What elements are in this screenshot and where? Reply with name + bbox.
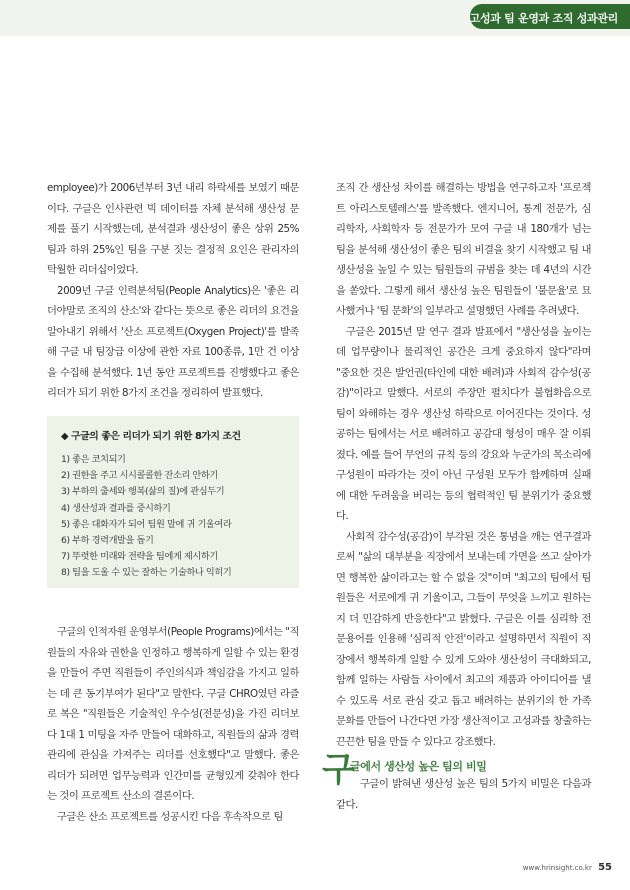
left-column-bottom xyxy=(47,622,299,827)
section-body xyxy=(336,774,591,816)
right-column xyxy=(336,178,591,752)
paragraph: 2009년 구글 인력분석팀(People Analytics)은 '좋은 리더야말로 조직의 산소'와 같다는 뜻으로 좋은 리더의 요건을 알아내기 위해서 '산소 프로젝트(Oxygen Project)'를 발족해 구글 내 팀장급 이상에 관한 자료 100종류, 1만 건 이상을 수집해 분석했다. 1년 동안 프로젝트를 진행했다고 좋은 리더가 되기 위한 8가지 조건을 정리하여 발표했다. xyxy=(47,284,299,399)
box-title: ◆ 구글의 좋은 리더가 되기 위한 8가지 조건 xyxy=(61,431,241,442)
paragraph: 조직 간 생산성 차이를 해결하는 방법을 연구하고자 '프로젝트 아리스토텔레스'를 발족했다. 엔지니어, 통계 전문가, 심리학자, 사회학자 등 전문가가 모여 구글 내 180개가 넘는 팀을 분석해 생산성이 좋은 팀의 비결을 찾기 시작했고 팀 내 생산성을 높일 수 있는 팀원들의 규범을 찾는 데 4년의 시간을 쏟았다. 그렇게 해서 생산성 높은 팀원들이 '불문율'로 묘사했거나 '팀 문화'의 일부라고 설명했던 사례를 추려냈다. xyxy=(336,182,591,317)
list-item: 7) 뚜렷한 미래와 전략을 팀에게 제시하기 xyxy=(61,551,218,563)
section-initial: 구 xyxy=(322,750,355,790)
left-column-top xyxy=(47,178,299,404)
list-item: 1) 좋은 코치되기 xyxy=(61,454,126,465)
conditions-list xyxy=(61,452,293,582)
list-item: 2) 권한을 주고 시시콜콜한 잔소리 안하기 xyxy=(61,470,218,482)
footer xyxy=(523,862,612,873)
list-item: 4) 생산성과 결과를 중시하기 xyxy=(61,502,171,514)
footer-url: www.hrinsight.co.kr xyxy=(522,864,592,872)
paragraph: 구글은 2015년 말 연구 결과 발표에서 "생산성을 높이는 데 업무량이나 물리적인 공간은 크게 중요하지 않다"라며 "중요한 것은 발언권(타인에 대한 배려)과 사회적 감수성(공감)"이라고 말했다. 서로의 주장만 펼치다가 불협화음으로 팀이 와해하는 경우 생산성 하락으로 이어진다는 것이다. 성공하는 팀에서는 서로 배려하고 공감대 형성이 매우 잘 이뤄졌다. 예를 들어 무언의 규칙 등의 강요와 누군가의 목소리에 구성원이 따라가는 것이 아닌 구성원 모두가 함께하며 실패에 대한 두려움을 버리는 등의 협력적인 팀 분위기가 중요했다. xyxy=(336,325,591,522)
section-title: 고성과 팀 운영과 조직 성과관리 xyxy=(469,12,618,25)
paragraph: 구글은 산소 프로젝트를 성공시킨 다음 후속작으로 팀 xyxy=(57,810,283,823)
page-number: 55 xyxy=(598,862,612,873)
paragraph: 사회적 감수성(공감)이 부각된 것은 통념을 깨는 연구결과로써 "삶의 대부분을 직장에서 보내는데 가면을 쓰고 살아가면 행복한 삶이라고는 할 수 없을 것"이며 "최고의 팀에서 팀원들은 서로에게 귀 기울이고, 그들이 무엇을 느끼고 원하는지 더 민감하게 반응한다"고 밝혔다. 구글은 이를 심리학 전문용어를 인용해 '심리적 안전'이라고 설명하면서 직원이 직장에서 행복하게 일할 수 있게 도와야 생산성이 극대화되고, 함께 일하는 사람들 사이에서 최고의 제품과 아이디어를 낼 수 있도록 서로 관심 갖고 돕고 배려하는 분위기의 한 가족 문화를 만들어 나간다면 가장 생산적이고 고성과를 창출하는 끈끈한 팀을 만들 수 있다고 강조했다. xyxy=(336,530,591,748)
list-item: 6) 부하 경력개발을 돕기 xyxy=(61,535,154,547)
conditions-box xyxy=(47,416,299,588)
paragraph: 구글이 밝혀낸 생산성 높은 팀의 5가지 비밀은 다음과 같다. xyxy=(336,778,591,811)
paragraph: 구글의 인적자원 운영부서(People Programs)에서는 "직원들의 자유와 권한을 인정하고 행복하게 일할 수 있는 환경을 만들어 주면 직원들이 주인의식과 책임감을 가지고 일하는 데 큰 동기부여가 된다"고 말한다. 구글 CHRO였던 라즐로 복은 "직원들은 기술적인 우수성(전문성)을 가진 리더보다 1대 1 미팅을 자주 만들어 대화하고, 직원들의 삶과 경력관리에 관심을 가져주는 리더를 선호했다"고 말했다. 좋은 리더가 되려면 업무능력과 인간미를 균형있게 갖춰야 한다는 것이 프로젝트 산소의 결론이다. xyxy=(47,626,299,802)
list-item: 8) 팀을 도울 수 있는 잘하는 기술하나 익히기 xyxy=(61,567,232,579)
list-item: 5) 좋은 대화자가 되어 팀원 말에 귀 기울여라 xyxy=(61,518,232,530)
paragraph: employee)가 2006년부터 3년 내리 하락세를 보였기 때문이다. 구글은 인사관련 빅 데이터를 자체 분석해 생산성 문제를 풀기 시작했는데, 분석결과 생산성이 좋은 상위 25% 팀과 하위 25%인 팀을 구분 짓는 결정적 요인은 관리자의 탁월한 리더십이었다. xyxy=(47,182,299,276)
section-heading-text: 글에서 생산성 높은 팀의 비밀 xyxy=(350,760,487,773)
list-item: 3) 부하의 출세와 행복(삶의 질)에 관심두기 xyxy=(61,486,225,498)
